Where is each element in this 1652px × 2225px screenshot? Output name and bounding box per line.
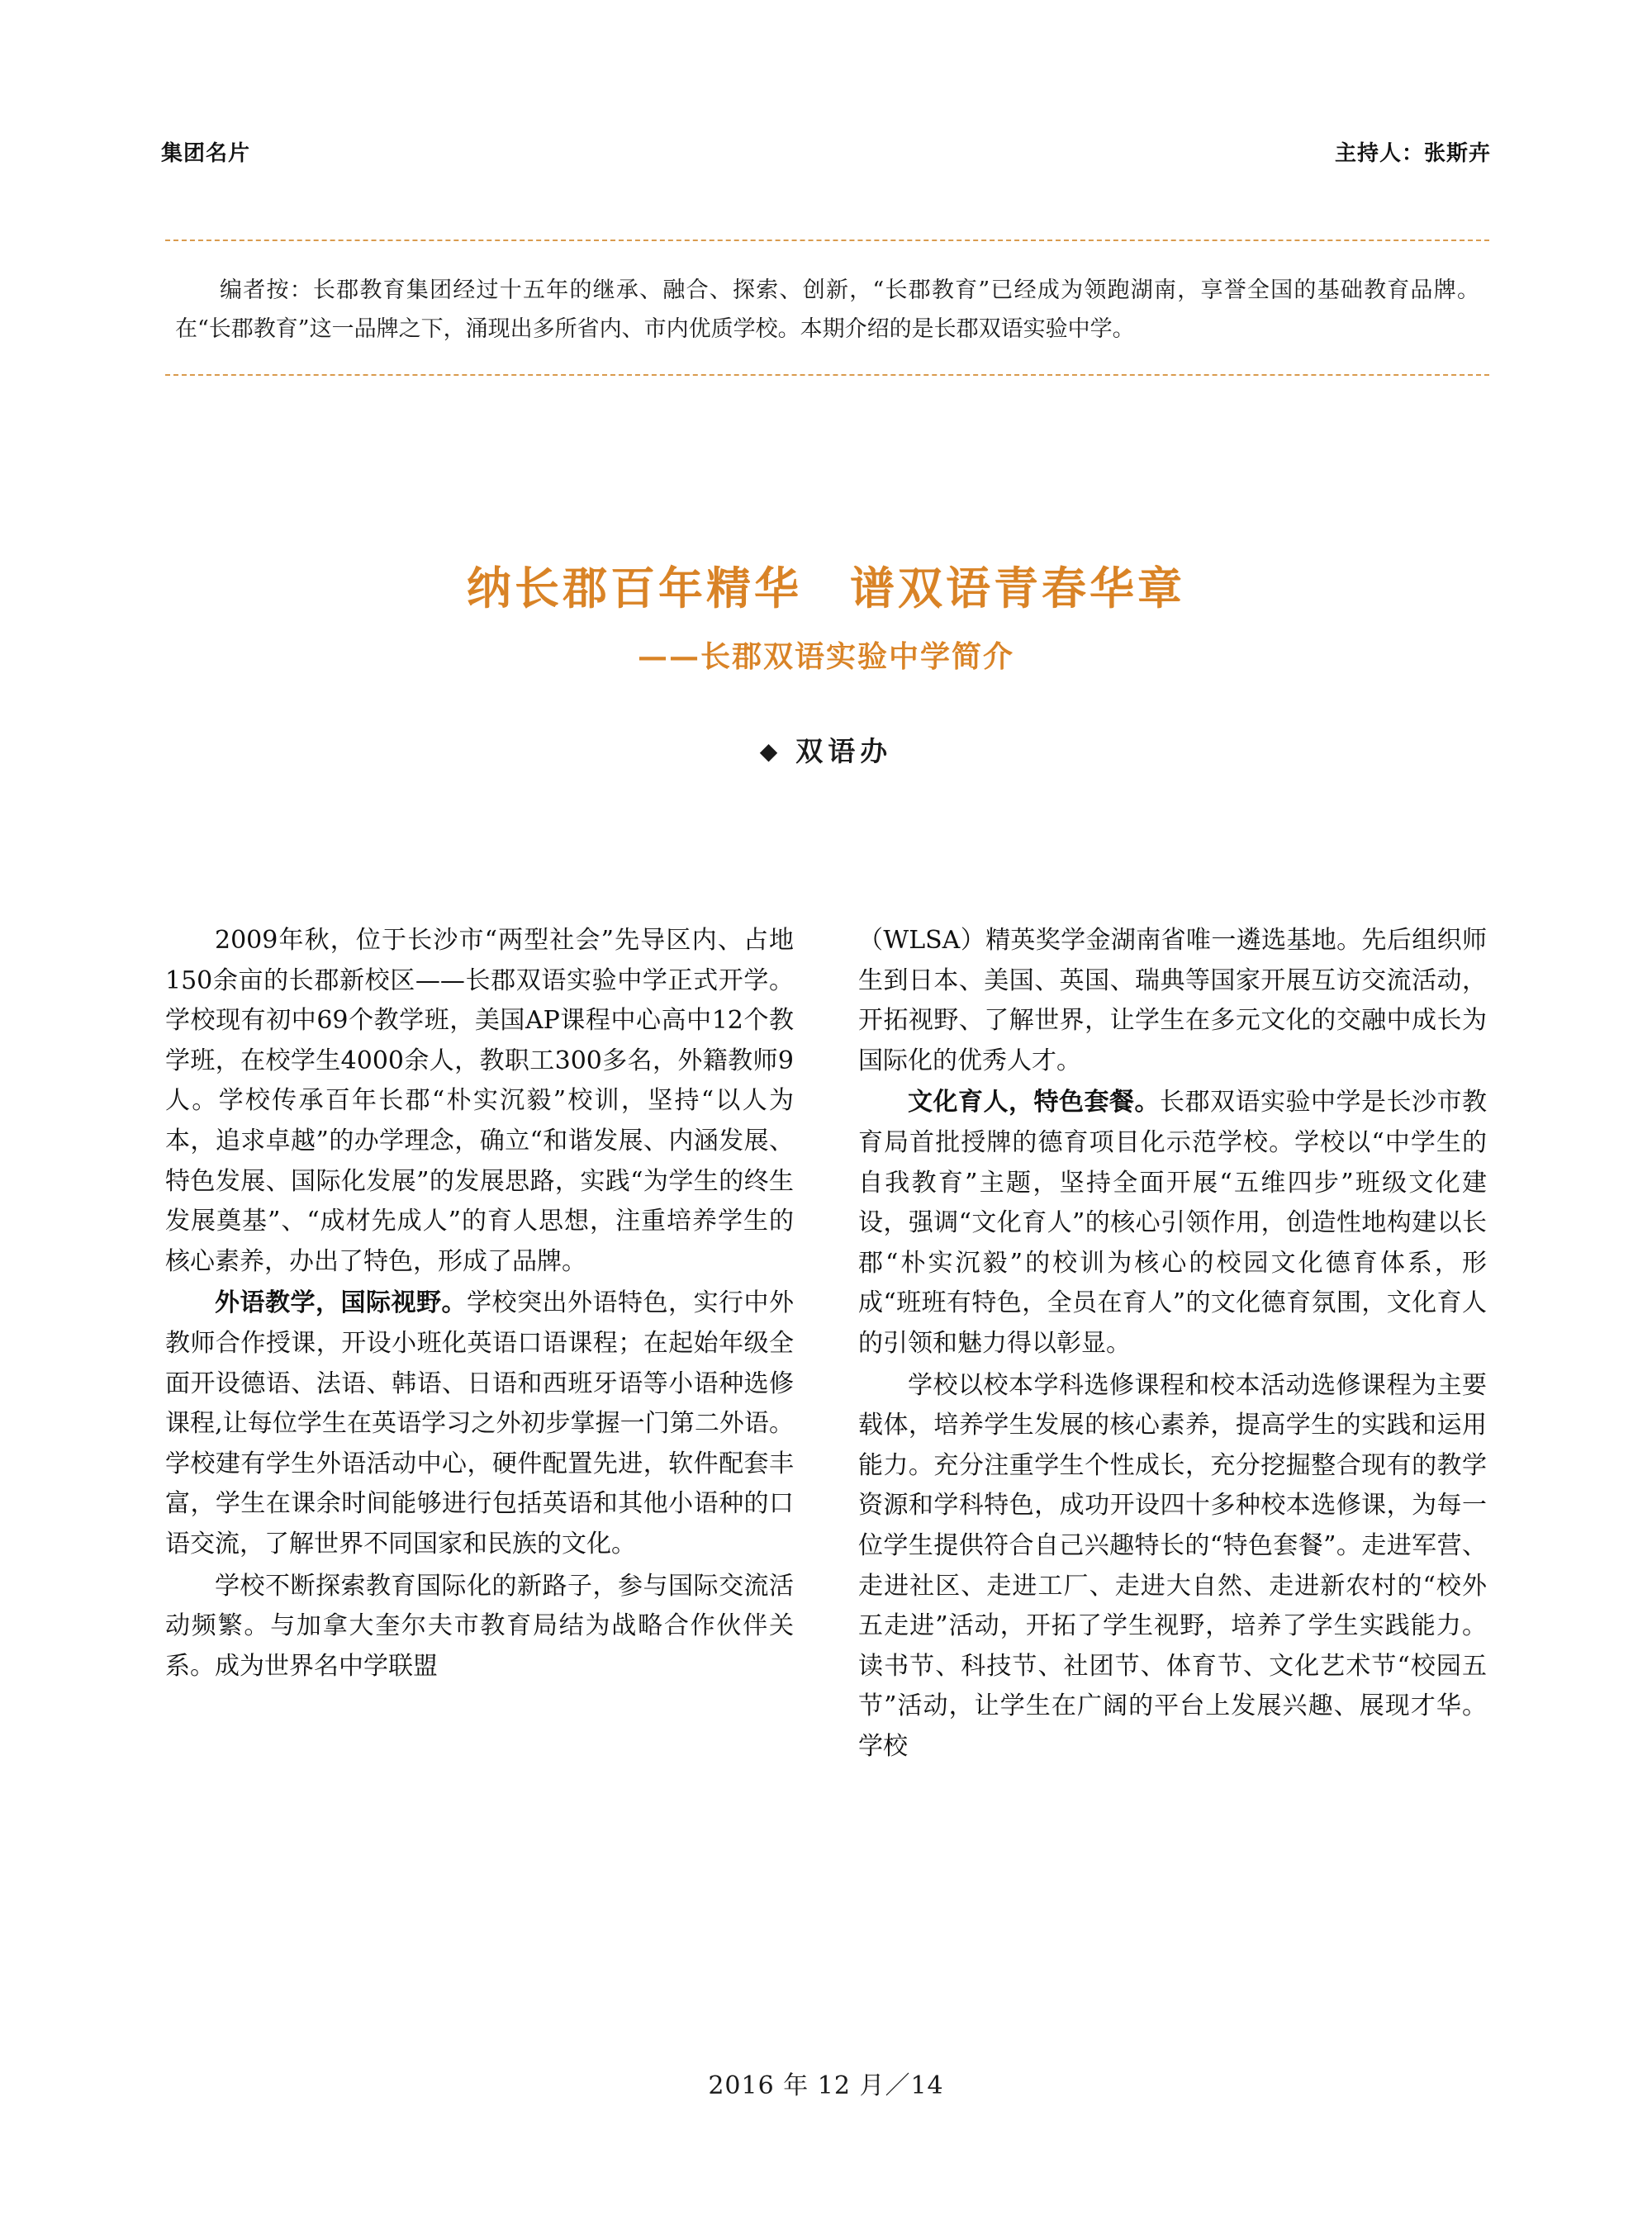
body-columns xyxy=(165,921,1487,1768)
editor-note-text: 编者按：长郡教育集团经过十五年的继承、融合、探索、创新，“长郡教育”已经成为领跑湖南，享誉全国的基础教育品牌。在“长郡教育”这一品牌之下，涌现出多所省内、市内优质学校。本期介绍的是长郡双语实验中学。 xyxy=(175,278,1479,343)
column-left xyxy=(165,921,794,1768)
paragraph-lead-text: 长郡双语实验中学是长沙市教育局首批授牌的德育项目化示范学校。学校以“中学生的自我教育”主题，坚持全面开展“五维四步”班级文化建设，强调“文化育人”的核心引领作用，创造性地构建以长郡“朴实沉毅”的校训为核心的校园文化德育体系，形成“班班有特色，全员在育人”的文化德育氛围，文化育人的引领和魅力得以彰显。 xyxy=(858,1088,1487,1358)
paragraph-lead xyxy=(858,1083,1487,1364)
page-footer: 2016 年 12 月／14 xyxy=(708,2071,944,2100)
running-head xyxy=(161,136,1491,167)
running-head-right: 主持人：张斯卉 xyxy=(1334,141,1491,165)
paragraph: 学校不断探索教育国际化的新路子，参与国际交流活动频繁。与加拿大奎尔夫市教育局结为战略合作伙伴关系。成为世界名中学联盟 xyxy=(165,1571,794,1681)
editor-note-box xyxy=(165,240,1489,376)
diamond-icon: ◆ xyxy=(759,737,783,765)
paragraph-lead-label: 外语教学，国际视野。 xyxy=(215,1288,467,1318)
article-subtitle: ——长郡双语实验中学简介 xyxy=(637,638,1014,674)
paragraph-lead xyxy=(165,1283,794,1564)
article-title: 纳长郡百年精华 谱双语青春华章 xyxy=(467,562,1185,614)
byline-author: 双语办 xyxy=(795,734,893,767)
title-block xyxy=(0,562,1652,769)
paragraph: 2009年秋，位于长沙市“两型社会”先导区内、占地150余亩的长郡新校区——长郡双语实验中学正式开学。学校现有初中69个教学班，美国AP课程中心高中12个教学班，在校学生4000余人，教职工300多名，外籍教师9人。学校传承百年长郡“朴实沉毅”校训，坚持“以人为本，追求卓越”的办学理念，确立“和谐发展、内涵发展、特色发展、国际化发展”的发展思路，实践“为学生的终生发展奠基”、“成材先成人”的育人思想，注重培养学生的核心素养，办出了特色，形成了品牌。 xyxy=(165,926,794,1276)
paragraph-lead-label: 文化育人，特色套餐。 xyxy=(908,1088,1160,1117)
running-head-left: 集团名片 xyxy=(161,141,251,165)
paragraph-continued: （WLSA）精英奖学金湖南省唯一遴选基地。先后组织师生到日本、美国、英国、瑞典等国家开展互访交流活动，开拓视野、了解世界，让学生在多元文化的交融中成长为国际化的优秀人才。 xyxy=(858,926,1487,1075)
paragraph: 学校以校本学科选修课程和校本活动选修课程为主要载体，培养学生发展的核心素养，提高学生的实践和运用能力。充分注重学生个性成长，充分挖掘整合现有的教学资源和学科特色，成功开设四十多种校本选修课，为每一位学生提供符合自己兴趣特长的“特色套餐”。走进军营、走进社区、走进工厂、走进大自然、走进新农村的“校外五走进”活动，开拓了学生视野，培养了学生实践能力。读书节、科技节、社团节、体育节、文化艺术节“校园五节”活动，让学生在广阔的平台上发展兴趣、展现才华。学校 xyxy=(858,1370,1487,1761)
column-right xyxy=(858,921,1487,1768)
paragraph-lead-text: 学校突出外语特色，实行中外教师合作授课，开设小班化英语口语课程；在起始年级全面开设德语、法语、韩语、日语和西班牙语等小语种选修课程,让每位学生在英语学习之外初步掌握一门第二外语。学校建有学生外语活动中心，硬件配置先进，软件配套丰富，学生在课余时间能够进行包括英语和其他小语种的口语交流，了解世界不同国家和民族的文化。 xyxy=(165,1288,794,1558)
byline xyxy=(0,730,1652,769)
